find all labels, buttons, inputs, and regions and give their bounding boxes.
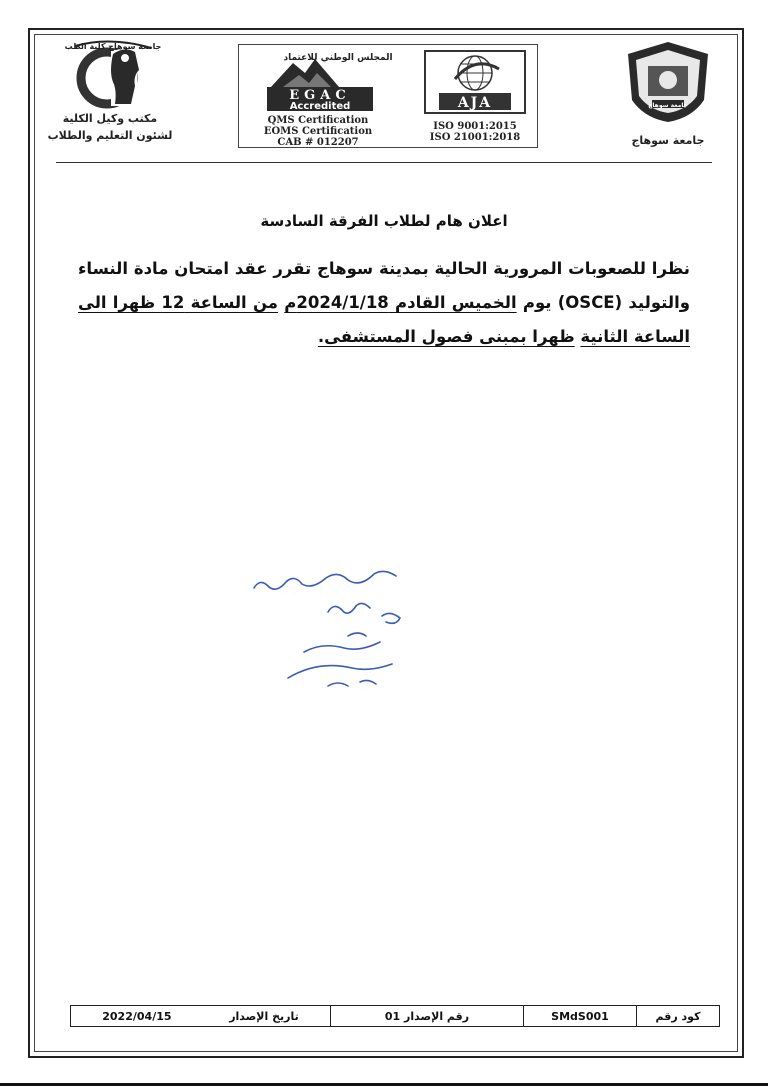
iso-line-1: ISO 9001:2015	[433, 121, 517, 132]
university-seal-text: جامعة سوهاج	[648, 102, 688, 109]
office-line-1: مكتب وكيل الكلية	[62, 112, 158, 125]
aja-name: AJA	[457, 95, 493, 111]
exam-day: الخميس القادم 2024/1/18م	[284, 293, 517, 312]
body-text-1: نظرا للصعوبات المرورية الحالية بمدينة سوهاج تقرر عقد امتحان مادة النساء والتوليد (OSCE) يوم	[78, 259, 691, 312]
issue-date-cell	[71, 1006, 331, 1027]
accreditation-box	[238, 44, 538, 148]
issue-date-value: 2022/04/15	[102, 1009, 172, 1023]
exam-time: من الساعة 12 ظهرا الى الساعة الثانية	[78, 293, 690, 346]
code-value: SMdS001	[524, 1006, 637, 1027]
scan-bottom-edge	[0, 1083, 768, 1086]
signature-line-2: اعلم	[335, 599, 365, 618]
university-header	[608, 40, 728, 147]
issue-number: رقم الإصدار 01	[331, 1006, 524, 1027]
egac-cert-line-1: QMS Certification	[267, 115, 369, 126]
faculty-logo	[55, 40, 165, 110]
exam-location: ظهرا بمبنى فصول المستشفى.	[317, 327, 575, 346]
page-border-inner	[34, 34, 738, 1052]
issue-date-label: تاريخ الإصدار	[229, 1009, 299, 1023]
announcement-body	[78, 252, 690, 354]
header-divider	[56, 162, 712, 163]
aja-logo	[419, 49, 531, 117]
document-control-table	[70, 1005, 720, 1027]
table-row	[71, 1006, 720, 1027]
code-label: كود رقم	[637, 1006, 720, 1027]
signature-line-3: ١٦	[348, 626, 364, 642]
egac-subtitle: Accredited	[289, 101, 351, 111]
announcement-title: اعلان هام لطلاب الفرقة السادسة	[260, 212, 508, 230]
faculty-header	[40, 40, 180, 144]
university-seal	[622, 40, 714, 124]
egac-arabic-name: المجلس الوطني للاعتماد	[283, 53, 393, 63]
handwritten-note	[230, 560, 430, 710]
iso-line-2: ISO 21001:2018	[429, 132, 521, 143]
egac-cert-line-3: CAB # 012207	[277, 137, 359, 148]
office-line-2: لشئون التعليم والطلاب	[47, 129, 173, 142]
egac-block	[243, 49, 393, 148]
egac-cert-line-2: EOMS Certification	[263, 126, 373, 137]
university-name: جامعة سوهاج	[631, 134, 705, 147]
aja-block	[419, 49, 531, 145]
egac-logo	[243, 49, 393, 111]
faculty-logo-text: جامعة سوهاج كلية الطب	[64, 42, 162, 51]
signature-line-4: ٢٠٢٤	[334, 678, 366, 694]
egac-title: EGAC	[289, 88, 351, 103]
signature-line-1: للاعلان بالموقع	[276, 575, 376, 594]
